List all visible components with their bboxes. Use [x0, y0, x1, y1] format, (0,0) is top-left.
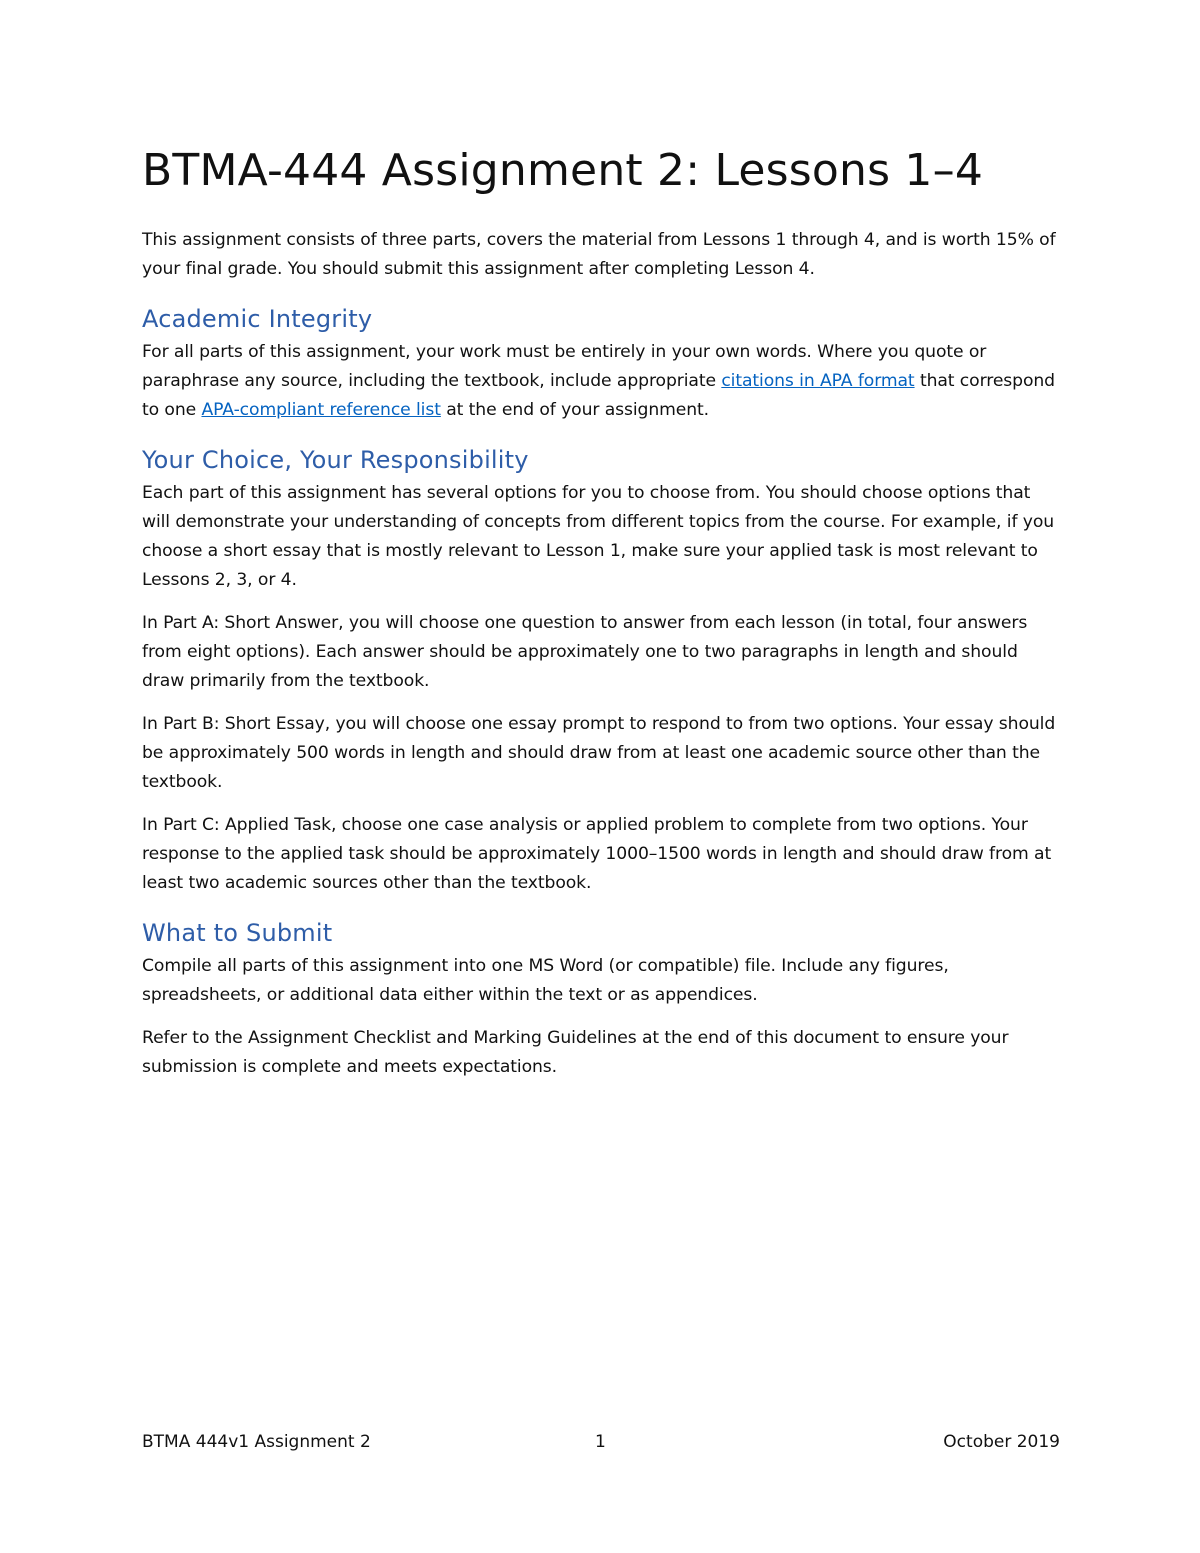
footer-course-label: BTMA 444v1 Assignment 2: [142, 1432, 371, 1452]
your-choice-paragraph: Each part of this assignment has several options for you to choose from. You should choose options that will demonstrate your understanding of concepts from different topics from the course. For example, if you choose a short essay that is mostly relevant to Lesson 1, make sure your applied task is most relevant to Lessons 2, 3, or 4.: [142, 483, 1055, 590]
academic-integrity-text-1: For all parts of this assignment, your work must be entirely in your own words. Where you quote or paraphrase any source, including the textbook, include appropriate: [142, 342, 987, 391]
academic-integrity-text-2: that correspond to one: [142, 371, 1055, 420]
apa-citations-link[interactable]: citations in APA format: [721, 371, 915, 391]
document-body: [142, 140, 1062, 1096]
intro-paragraph: This assignment consists of three parts, covers the material from Lessons 1 through 4, and is worth 15% of your final grade. You should submit this assignment after completing Lesson 4.: [142, 230, 1056, 279]
apa-reference-list-link[interactable]: APA-compliant reference list: [201, 400, 441, 420]
academic-integrity-text-3: at the end of your assignment.: [440, 400, 710, 420]
what-to-submit-heading: What to Submit: [142, 919, 333, 947]
part-a-paragraph: In Part A: Short Answer, you will choose one question to answer from each lesson (in total, four answers from eight options). Each answer should be approximately one to two paragraphs in length and should draw primarily from the textbook.: [142, 613, 1028, 691]
academic-integrity-paragraph: [142, 338, 1062, 425]
footer-page-number: 1: [595, 1432, 606, 1452]
part-c-paragraph: In Part C: Applied Task, choose one case analysis or applied problem to complete from two options. Your response to the applied task should be approximately 1000–1500 words in length and should draw from at least two academic sources other than the textbook.: [142, 815, 1052, 893]
part-b-paragraph: In Part B: Short Essay, you will choose one essay prompt to respond to from two options. Your essay should be approximately 500 words in length and should draw from at least one academic source other than the textbook.: [142, 714, 1056, 792]
page-footer: [142, 1432, 1060, 1460]
submit-paragraph-1: Compile all parts of this assignment into one MS Word (or compatible) file. Include any figures, spreadsheets, or additional data either within the text or as appendices.: [142, 956, 949, 1005]
submit-paragraph-2: Refer to the Assignment Checklist and Marking Guidelines at the end of this document to ensure your submission is complete and meets expectations.: [142, 1028, 1009, 1077]
your-choice-heading: Your Choice, Your Responsibility: [142, 446, 529, 474]
academic-integrity-heading: Academic Integrity: [142, 305, 373, 333]
footer-date: October 2019: [943, 1432, 1060, 1452]
document-title: BTMA-444 Assignment 2: Lessons 1–4: [142, 145, 984, 196]
